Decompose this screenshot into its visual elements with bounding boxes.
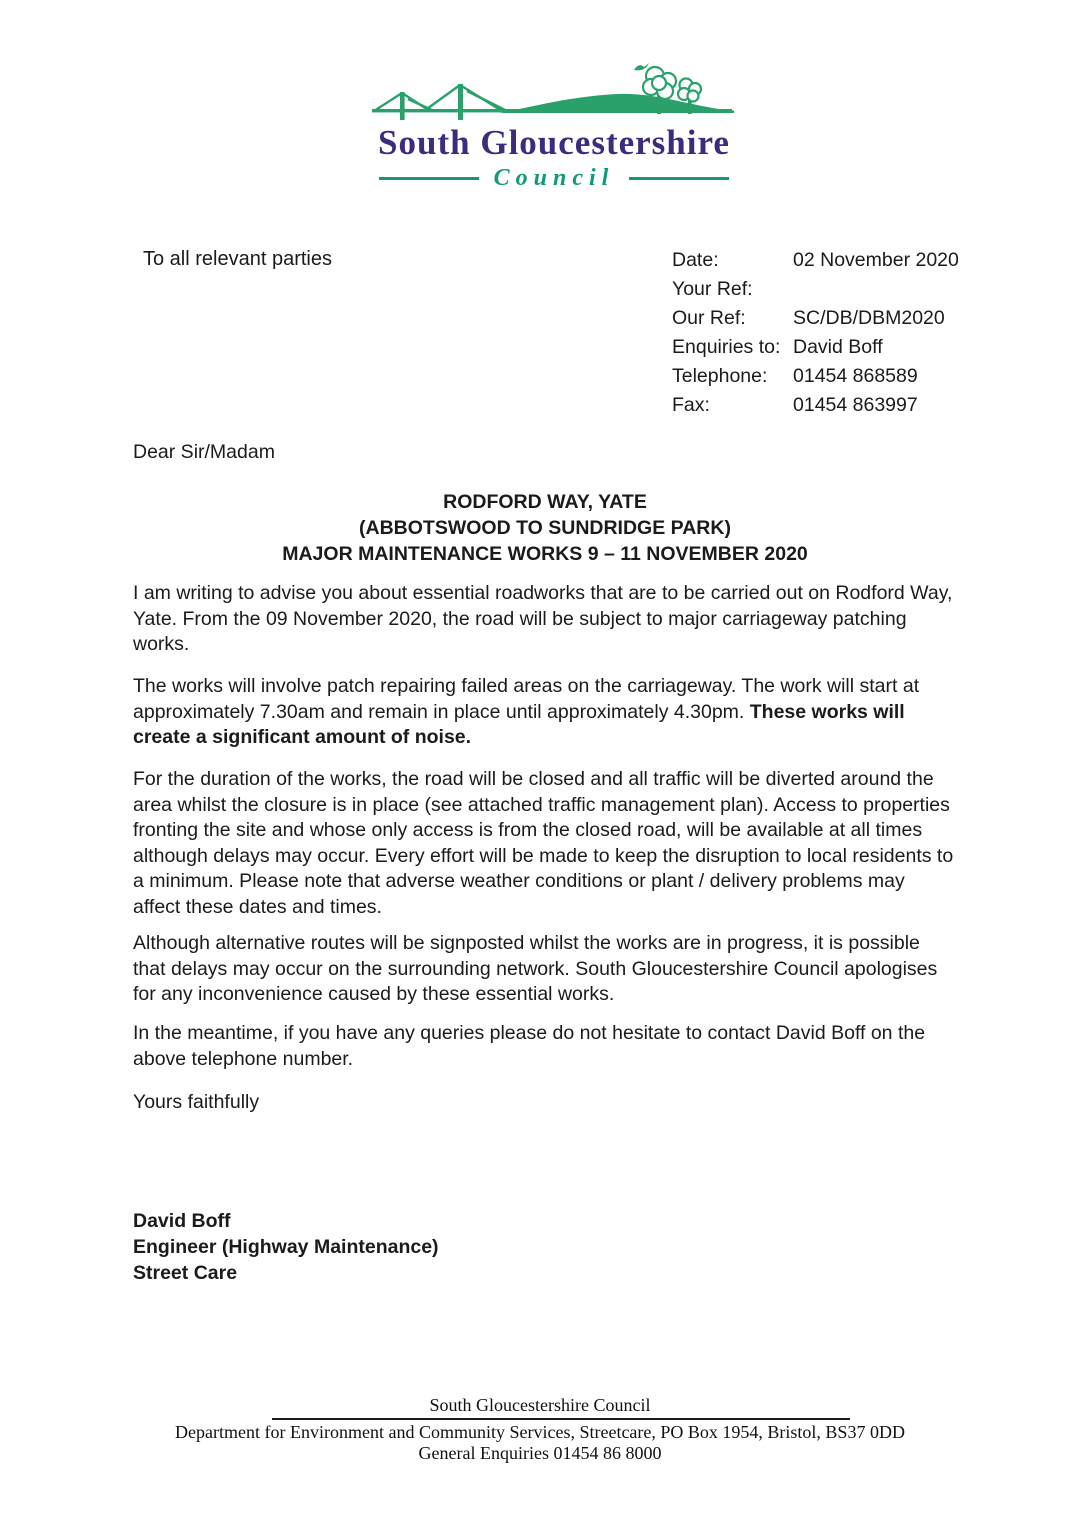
meta-row-telephone [672, 362, 959, 391]
meta-row-date [672, 246, 959, 275]
subject-heading [133, 489, 957, 567]
signature-title: Engineer (Highway Maintenance) [133, 1236, 439, 1258]
footer-divider [272, 1418, 850, 1420]
meta-row-your-ref [672, 275, 959, 304]
subject-line-3: MAJOR MAINTENANCE WORKS 9 – 11 NOVEMBER 2020 [282, 543, 808, 565]
meta-value: SC/DB/DBM2020 [793, 307, 945, 329]
logo-rule-right [629, 177, 729, 180]
paragraph-contact-info: In the meantime, if you have any queries please do not hesitate to contact David Boff on the above telephone number. [133, 1022, 926, 1070]
logo-title: South Gloucestershire [378, 123, 730, 162]
council-logo [14, 60, 1080, 192]
paragraph-diversion-info: Although alternative routes will be signposted whilst the works are in progress, it is possible that delays may occur on the surrounding network. South Gloucestershire Council apologises for any inconvenience caused by these essential works. [133, 932, 938, 1005]
paragraph-intro: I am writing to advise you about essential roadworks that are to be carried out on Rodford Way, Yate. From the 09 November 2020, the road will be subject to major carriageway patching works. [133, 582, 953, 655]
meta-label: Fax: [672, 394, 710, 416]
salutation: Dear Sir/Madam [133, 441, 275, 463]
paragraph-closure-info: For the duration of the works, the road will be closed and all traffic will be diverted around the area whilst the closure is in place (see attached traffic management plan). Access to properties fronting the site and whose only access is from the closed road, will be available at all times although delays may occur. Every effort will be made to keep the disruption to local residents to a minimum. Please note that adverse weather conditions or plant / delivery problems may affect these dates and times. [133, 768, 954, 918]
logo-subtitle: Council [493, 164, 615, 191]
meta-value: 01454 868589 [793, 365, 918, 387]
meta-label: Our Ref: [672, 307, 746, 329]
footer-address: Department for Environment and Community Services, Streetcare, PO Box 1954, Bristol, BS37 0DD [175, 1422, 905, 1442]
meta-row-our-ref [672, 304, 959, 333]
paragraph-works-detail-text: The works will involve patch repairing failed areas on the carriageway. The work will start at approximately 7.30am and remain in place until approximately 4.30pm. [133, 675, 920, 723]
logo-subtitle-row [14, 165, 1080, 192]
signature-name: David Boff [133, 1210, 231, 1232]
meta-row-fax [672, 391, 959, 420]
letter-footer [0, 1395, 1080, 1464]
footer-council-name: South Gloucestershire Council [429, 1395, 651, 1415]
meta-label: Telephone: [672, 365, 768, 387]
noise-warning-text: These works will create a significant amount of noise. [133, 700, 905, 748]
subject-line-1: RODFORD WAY, YATE [443, 491, 647, 513]
meta-label: Enquiries to: [672, 336, 781, 358]
logo-rule-left [379, 177, 479, 180]
meta-value: 02 November 2020 [793, 249, 959, 271]
bird-icon [634, 63, 649, 70]
signature-block [133, 1208, 957, 1286]
meta-row-enquiries [672, 333, 959, 362]
meta-value: 01454 863997 [793, 394, 918, 416]
meta-label: Date: [672, 249, 719, 271]
meta-label: Your Ref: [672, 278, 753, 300]
recipient-line: To all relevant parties [143, 248, 332, 270]
meta-value [793, 275, 959, 304]
closing-line: Yours faithfully [133, 1091, 260, 1113]
bridges-hills-trees-logo-icon [372, 60, 737, 123]
signature-department: Street Care [133, 1262, 238, 1284]
meta-value: David Boff [793, 336, 883, 358]
letter-meta-block [672, 246, 959, 420]
paragraph-works-detail [133, 674, 957, 751]
footer-enquiries: General Enquiries 01454 86 8000 [418, 1443, 662, 1463]
subject-line-2: (ABBOTSWOOD TO SUNDRIDGE PARK) [359, 517, 731, 539]
